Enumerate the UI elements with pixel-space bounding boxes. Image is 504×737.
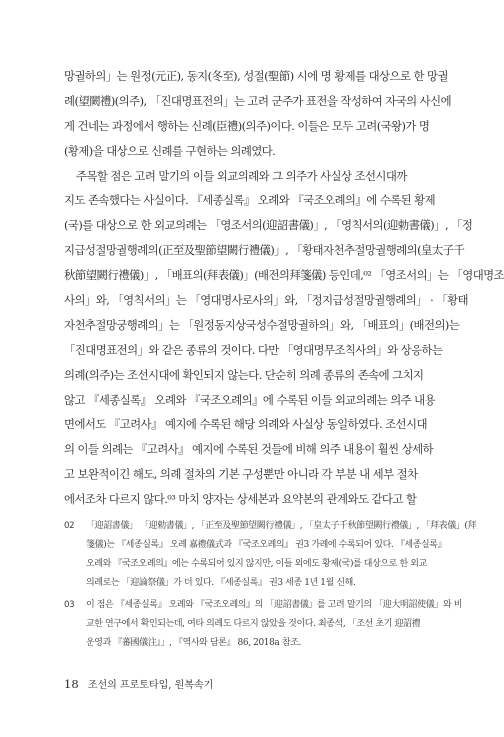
footnote-line: 이 점은 『세종실록』 오례와 『국조오례의』의 「迎詔書儀」를 고려 말기의 「迎大明詔使儀」와 비 — [86, 600, 463, 610]
footnote-number: 03 — [64, 600, 75, 610]
body-line: 게 건네는 과정에서 행하는 신례(臣禮)(의주)이다. 이들은 모두 고려(국왕)가 명 — [64, 118, 430, 133]
footnote-text — [86, 596, 462, 653]
footnote-line: 의례로는 「迎論祭儀」가 더 있다. 『세종실록』 권3 세종 1년 1월 신해. — [86, 578, 356, 588]
footnote-line: 오례와 『국조오례의』에는 수록되어 있지 않지만, 이들 외에도 황제(국)를 대상으로 한 외교 — [86, 559, 427, 569]
footnote-line: 교한 연구에서 확인되는데, 여타 의례도 다르지 않았을 것이다. 최종석, 「조선 초기 迎詔禮 — [86, 619, 421, 629]
body-line: (국)를 대상으로 한 외교의례는 「영조서의(迎詔書儀)」, 「영칙서의(迎勅書儀)」, 「정 — [64, 218, 473, 233]
footnote-number: 02 — [64, 521, 75, 531]
footnote — [64, 596, 463, 653]
body-line: 사의」와, 「영칙서의」는 「영대명사로사의」와, 「정지급성절망궐행례의」 · 「황태 — [64, 293, 468, 308]
body-line: 「진대명표전의」와 같은 종류의 것이다. 다만 「영대명무조칙사의」와 상응하는 — [64, 342, 443, 357]
body-line: 자천추절망궁행례의」는 「원정동지상국성수절망궐하의」와, 「배표의」(배전의)는 — [64, 317, 460, 332]
body-line: 고 보완적이긴 해도, 의례 절차의 기본 구성뿐만 아니라 각 부분 내 세부 절차 — [64, 467, 418, 482]
body-line: 지도 존속했다는 사실이다. 『세종실록』 오례와 『국조오례의』에 수록된 황제 — [64, 193, 436, 208]
footnote-line: 箋儀)는 『세종실록』 오례 嘉禮儀式과 『국조오례의』 권3 가례에 수록되어 있다. 『세종실록』 — [86, 540, 447, 550]
footnote-text — [86, 517, 476, 593]
body-line: 면에서도 『고려사』 예지에 수록된 해당 의례와 사실상 동일하였다. 조선시대 — [64, 417, 427, 432]
body-line: 않고 『세종실록』 오례와 『국조오례의』에 수록된 이들 외교의례는 의주 내용 — [64, 392, 436, 407]
body-line: 망궐하의」는 원정(元正), 동지(冬至), 성절(聖節) 시에 명 황제를 대상으로 한 망궐 — [64, 69, 448, 83]
footnotes — [64, 517, 477, 656]
body-line: 주목할 점은 고려 말기의 이들 외교의례와 그 의주가 사실상 조선시대까 — [76, 168, 407, 183]
body-line: 의례(의주)는 조선시대에 확인되지 않는다. 단순히 의례 종류의 존속에 그치지 — [64, 367, 424, 382]
footnote — [64, 517, 477, 593]
body-line: 례(望闕禮)(의주), 「진대명표전의」는 고려 군주가 표전을 작성하여 자국의 사신에 — [64, 93, 452, 108]
footnote-line: 운영과 『蕃國儀注』」, 『역사와 담론』 86, 2018a 참조. — [86, 638, 301, 648]
body-line: (황제)을 대상으로 신례를 구현하는 의례였다. — [64, 143, 276, 158]
main-text — [64, 64, 504, 512]
page-number: 18 — [64, 677, 79, 691]
page-footer — [64, 676, 213, 691]
body-line: 의 이들 의례는 『고려사』 예지에 수록된 것들에 비해 의주 내용이 훨씬 상세하 — [64, 442, 434, 457]
book-title: 조선의 프로토타입, 원복속기 — [87, 680, 214, 691]
body-line: 지급성절망궐행례의(正至及聖節望闕行禮儀)」, 「황태자천추절망궐행례의(皇太子千 — [64, 243, 465, 258]
body-line: 에서조차 다르지 않다.⁰³ 마치 양자는 상세본과 요약본의 관계와도 같다고 할 — [64, 492, 417, 507]
footnote-line: 「迎詔書儀」 「迎勅書儀」, 「正至及聖節望闕行禮儀」, 「皇太子千秋節望闕行禮儀」, 「拜表儀」(拜 — [86, 521, 477, 531]
body-line: 秋節望闕行禮儀)」, 「배표의(拜表儀)」(배전의拜箋儀) 등인데,⁰² 「영조서의」는 「영대명조 — [64, 268, 504, 283]
